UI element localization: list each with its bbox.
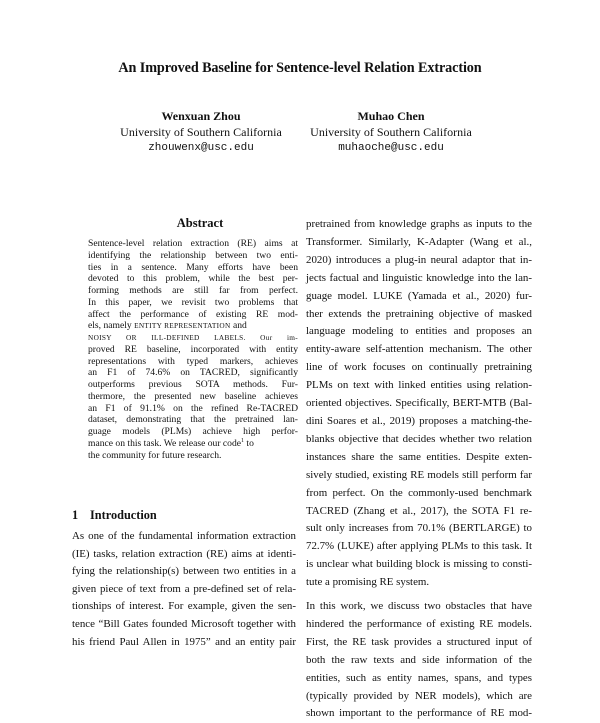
abstract-line: an F1 of 91.1% on the refined Re-TACRED xyxy=(88,402,298,414)
abstract-text: mance on this task. We release our code xyxy=(88,437,242,449)
author-block-1 xyxy=(91,108,311,156)
intro-right-column xyxy=(306,216,532,723)
abstract-line: identifying the relationship between two enti- xyxy=(88,249,298,261)
body-line: language modeling to entities and proposes an xyxy=(306,325,532,338)
body-line: Transformer. Similarly, K-Adapter (Wang et al., xyxy=(306,235,532,248)
abstract-heading: Abstract xyxy=(176,216,224,230)
section-title: Introduction xyxy=(90,508,157,522)
body-line: (typically provided by NER models), which are xyxy=(306,689,532,702)
author-affiliation: University of Southern California xyxy=(120,125,282,139)
abstract-text: and xyxy=(232,320,247,332)
author-email: zhouwenx@usc.edu xyxy=(148,142,254,154)
body-line: entity-aware self-attention mechanism. The other xyxy=(306,343,532,356)
abstract-line: thermore, the presented new baseline achieves xyxy=(88,390,298,402)
abstract-line: guage models (PLMs) achieve high perfor- xyxy=(88,426,298,437)
abstract-line: forming methods are still far from perfect. xyxy=(88,285,298,296)
body-line: entities, such as entity names, spans, and types xyxy=(306,671,532,684)
body-line: sult only increases from 70.1% (BERTLARGE) to xyxy=(306,522,532,535)
author-block-2 xyxy=(281,108,501,156)
body-line: First, the RE task provides a structured input of xyxy=(306,635,532,648)
body-line: sively studied, existing RE models still perform far xyxy=(306,468,532,481)
abstract-body xyxy=(88,238,298,461)
author-email: muhaoche@usc.edu xyxy=(338,142,444,154)
footnote-mark: 1 xyxy=(241,437,245,444)
abstract-line: In this paper, we revisit two problems that xyxy=(88,296,298,308)
section-heading xyxy=(72,508,157,523)
abstract-line: devoted to this problem, while the best per- xyxy=(88,273,298,285)
body-line: both the raw texts and side information of the xyxy=(306,653,532,666)
abstract-line: ties in a sentence. Many efforts have been xyxy=(88,261,298,273)
body-line: is unclear what building block is missing to consti- xyxy=(306,558,532,571)
abstract-text: els, namely xyxy=(88,320,135,332)
paragraph xyxy=(306,598,532,723)
abstract-line: dataset, demonstrating that the pretrained lan- xyxy=(88,414,298,426)
body-line: tionships of interest. For example, given the sen- xyxy=(72,600,296,613)
body-line: given piece of text from a pre-defined set of rela- xyxy=(72,582,296,595)
abstract-text: to xyxy=(244,437,254,449)
body-line: hindered the performance of existing RE models. xyxy=(306,617,532,630)
body-line: ther extends the pretraining objective of masked xyxy=(306,307,532,320)
abstract-line xyxy=(88,320,298,332)
body-line: shown important to the performance of RE mod- xyxy=(306,707,532,720)
smallcaps-term: ENTITY REPRESENTATION xyxy=(134,321,231,331)
abstract-line: the community for future research. xyxy=(88,449,222,461)
abstract-line xyxy=(88,438,298,450)
body-line: tute a promising RE system. xyxy=(306,576,430,589)
section-number: 1 xyxy=(72,508,79,522)
body-line: pretrained from knowledge graphs as inputs to the xyxy=(306,218,532,230)
author-affiliation: University of Southern California xyxy=(310,125,472,139)
author-name: Wenxuan Zhou xyxy=(161,109,241,123)
abstract-line: Sentence-level relation extraction (RE) aims at xyxy=(88,238,298,249)
body-line: his friend Paul Allen in 1975” and an entity pair xyxy=(72,635,296,648)
body-line: PLMs on text with linked entities using relation- xyxy=(306,379,532,392)
body-line: 2020) introduces a plug-in neural adaptor that in- xyxy=(306,253,532,266)
body-line: As one of the fundamental information extraction xyxy=(72,530,296,542)
abstract-line: affect the performance of existing RE mod- xyxy=(88,308,298,320)
intro-left-column xyxy=(72,528,296,651)
paragraph xyxy=(306,216,532,592)
abstract-line: proved RE baseline, incorporated with entity xyxy=(88,343,298,355)
abstract-line: representations with typed markers, achieves xyxy=(88,355,298,367)
body-line: blanks objective that decides whether two relation xyxy=(306,432,532,445)
body-line: dini Soares et al., 2019) proposes a matching-the- xyxy=(306,414,532,427)
body-line: In this work, we discuss two obstacles that have xyxy=(306,600,532,613)
abstract-line: NOISY OR ILL-DEFINED LABELS. Our im- xyxy=(88,333,298,342)
abstract-line: an F1 of 74.6% on TACRED, significantly xyxy=(88,367,298,379)
body-line: line of work focuses on continually pretraining xyxy=(306,361,532,374)
body-line: jects factual and linguistic knowledge into the lan- xyxy=(306,271,532,284)
paper-title: An Improved Baseline for Sentence-level Relation Extraction xyxy=(118,60,482,76)
body-line: TACRED (Zhang et al., 2017), the SOTA F1 re- xyxy=(306,504,532,517)
abstract-line: outperforms previous SOTA methods. Fur- xyxy=(88,379,298,390)
body-line: fying the relationship(s) between two entities in a xyxy=(72,565,296,578)
body-line: from perfect. On the commonly-used benchmark xyxy=(306,486,532,499)
author-name: Muhao Chen xyxy=(357,109,425,123)
body-line: guage model. LUKE (Yamada et al., 2020) fur- xyxy=(306,289,532,302)
body-line: oriented objectives. Specifically, BERT-MTB (Bal- xyxy=(306,397,532,410)
body-line: (IE) tasks, relation extraction (RE) aims at identi- xyxy=(72,547,296,560)
body-line: instances share the same entities. Despite exten- xyxy=(306,450,532,463)
body-line: 72.7% (LUKE) after applying PLMs to this task. It xyxy=(306,540,532,553)
body-line: tence “Bill Gates founded Microsoft together with xyxy=(72,617,296,630)
